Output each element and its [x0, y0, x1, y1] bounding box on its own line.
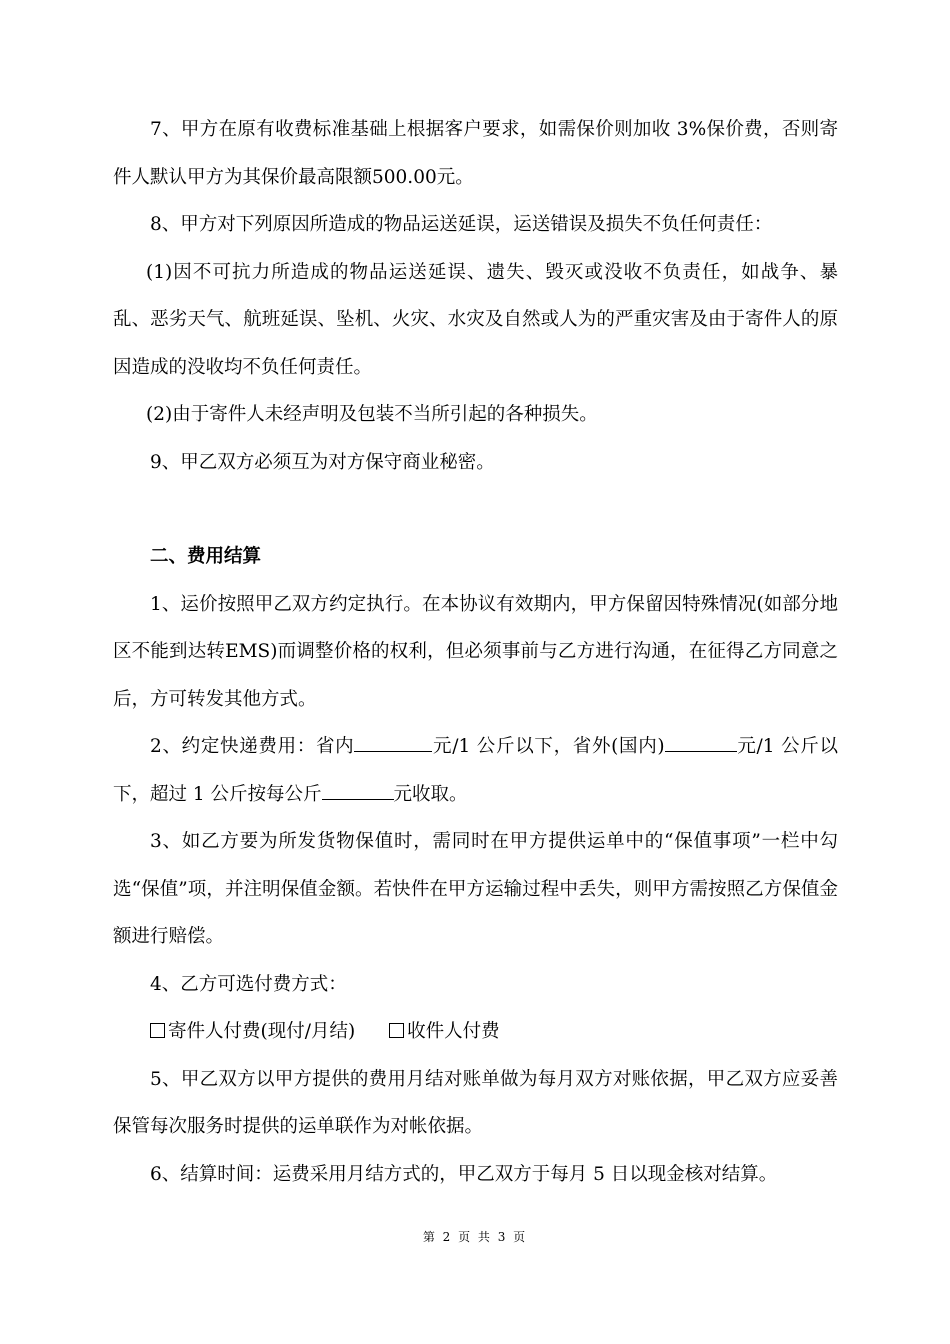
clause-9: 9、甲乙双方必须互为对方保守商业秘密。: [150, 451, 495, 473]
pay-option-receiver[interactable]: [389, 1008, 500, 1056]
clause-8-item-2: (2)由于寄件人未经声明及包装不当所引起的各种损失。: [146, 404, 598, 425]
document-page: [113, 106, 838, 1198]
fee-clause-2: [113, 723, 838, 818]
section-heading-fees: 二、费用结算: [150, 546, 262, 567]
fee-clause-3: 3、如乙方要为所发货物保值时，需同时在甲方提供运单中的“保值事项”一栏中勾选“保值”项，并注明保值金额。若快件在甲方运输过程中丢失，则甲方需按照乙方保值金额进行赔偿。: [113, 831, 838, 947]
payment-options: [113, 1008, 838, 1056]
fee-clause-2-part-b: 元/1 公斤以下，省外(国内): [432, 736, 665, 757]
per-kg-fee-blank[interactable]: [322, 781, 394, 800]
checkbox-icon[interactable]: [389, 1023, 404, 1038]
clause-7: 7、甲方在原有收费标准基础上根据客户要求，如需保价则加收 3%保价费，否则寄件人默认甲方为其保价最高限额500.00元。: [113, 119, 838, 188]
fee-clause-4: 4、乙方可选付费方式：: [150, 973, 347, 995]
checkbox-icon[interactable]: [150, 1023, 165, 1038]
pay-option-sender[interactable]: [150, 1008, 355, 1056]
fee-clause-2-part-c: 元/1 公斤以下，超过 1 公斤按每公斤: [113, 736, 838, 805]
clause-8: 8、甲方对下列原因所造成的物品运送延误，运送错误及损失不负任何责任：: [150, 214, 773, 235]
pay-option-sender-label: 寄件人付费(现付/月结): [168, 1021, 356, 1042]
out-of-province-fee-blank[interactable]: [665, 733, 737, 752]
fee-clause-6: 6、结算时间：运费采用月结方式的，甲乙双方于每月 5 日以现金核对结算。: [150, 1163, 778, 1185]
fee-clause-2-part-a: 2、约定快递费用：省内: [150, 736, 355, 757]
fee-clause-2-part-d: 元收取。: [393, 783, 468, 805]
fee-clause-1: 1、运价按照甲乙双方约定执行。在本协议有效期内，甲方保留因特殊情况(如部分地区不能到达转EMS)而调整价格的权利，但必须事前与乙方进行沟通，在征得乙方同意之后，方可转发其他方式。: [113, 593, 838, 710]
fee-clause-5: 5、甲乙双方以甲方提供的费用月结对账单做为每月双方对账依据，甲乙双方应妥善保管每次服务时提供的运单联作为对帐依据。: [113, 1068, 838, 1137]
domestic-province-fee-blank[interactable]: [354, 733, 432, 752]
page-number-footer: 第 2 页 共 3 页: [422, 1230, 528, 1244]
pay-option-receiver-label: 收件人付费: [407, 1021, 500, 1042]
clause-8-item-1: (1)因不可抗力所造成的物品运送延误、遗失、毁灭或没收不负责任，如战争、暴乱、恶劣天气、航班延误、坠机、火灾、水灾及自然或人为的严重灾害及由于寄件人的原因造成的没收均不负任何责任。: [113, 261, 838, 378]
